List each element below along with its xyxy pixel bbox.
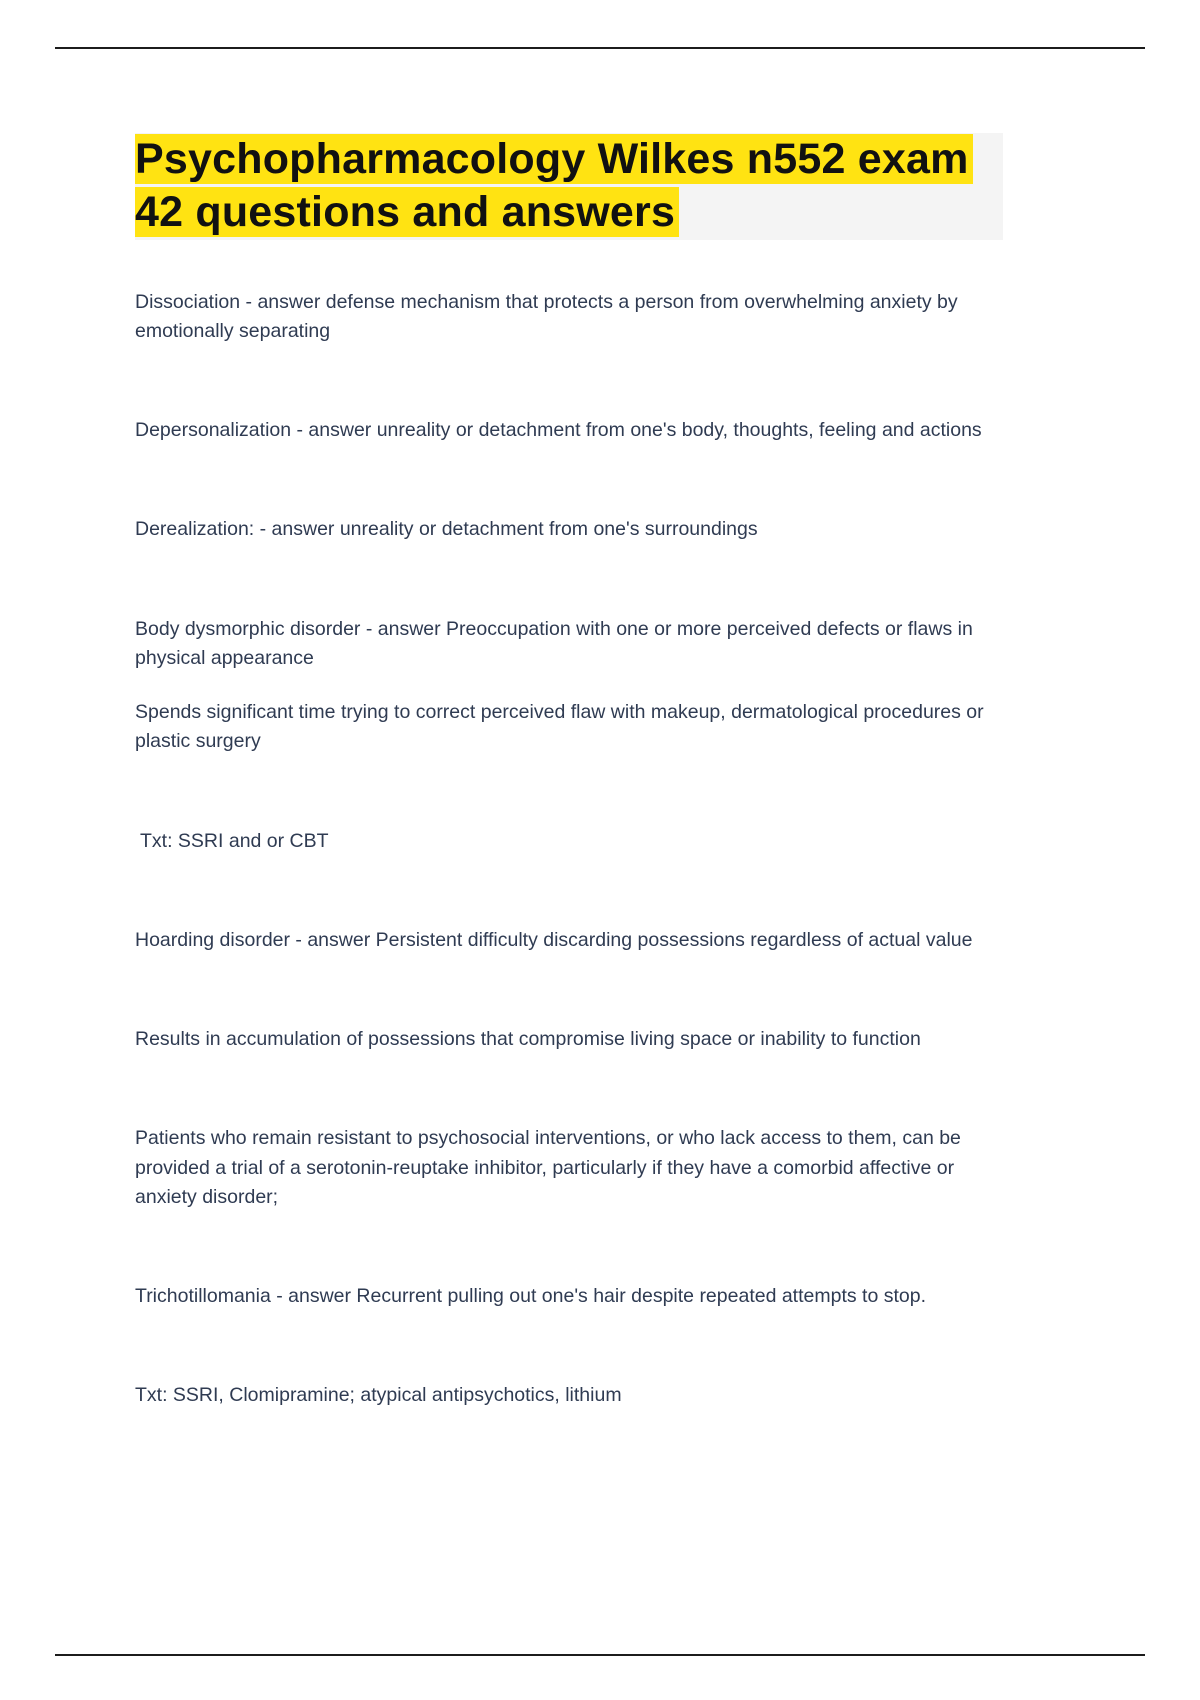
qa-paragraph-body-dysmorphic: Body dysmorphic disorder - answer Preoccupation with one or more perceived defects or flaws in physical appearance xyxy=(135,617,973,669)
qa-paragraph-dissociation: Dissociation - answer defense mechanism that protects a person from overwhelming anxiety by emotionally separating xyxy=(135,290,958,342)
qa-paragraph-txt-ssri-cbt: Txt: SSRI and or CBT xyxy=(140,829,329,852)
qa-paragraph-hoarding-detail: Results in accumulation of possessions that compromise living space or inability to function xyxy=(135,1028,921,1051)
qa-paragraph-hoarding-treatment: Patients who remain resistant to psychosocial interventions, or who lack access to them, can be provided a trial of a serotonin-reuptake inhibitor, particularly if they have a comorbid affective or anxiety disorder; xyxy=(135,1127,961,1208)
qa-paragraph-hoarding: Hoarding disorder - answer Persistent difficulty discarding possessions regardless of actual value xyxy=(135,928,973,951)
title-line-1: Psychopharmacology Wilkes n552 exam xyxy=(135,134,973,184)
qa-body xyxy=(135,288,1003,1411)
title-heading xyxy=(135,133,1003,240)
qa-paragraph-depersonalization: Depersonalization - answer unreality or detachment from one's body, thoughts, feeling and actions xyxy=(135,419,982,442)
title-line-2: 42 questions and answers xyxy=(135,187,679,237)
qa-paragraph-derealization: Derealization: - answer unreality or detachment from one's surroundings xyxy=(135,518,758,541)
qa-paragraph-trichotillomania: Trichotillomania - answer Recurrent pulling out one's hair despite repeated attempts to stop. xyxy=(135,1285,926,1308)
page-title xyxy=(135,133,1003,240)
qa-paragraph-body-dysmorphic-detail: Spends significant time trying to correct perceived flaw with makeup, dermatological procedures or plastic surgery xyxy=(135,701,984,753)
document-content xyxy=(135,0,1003,1481)
bottom-divider xyxy=(55,1654,1145,1656)
qa-paragraph-trichotillomania-treatment: Txt: SSRI, Clomipramine; atypical antipsychotics, lithium xyxy=(135,1384,622,1407)
